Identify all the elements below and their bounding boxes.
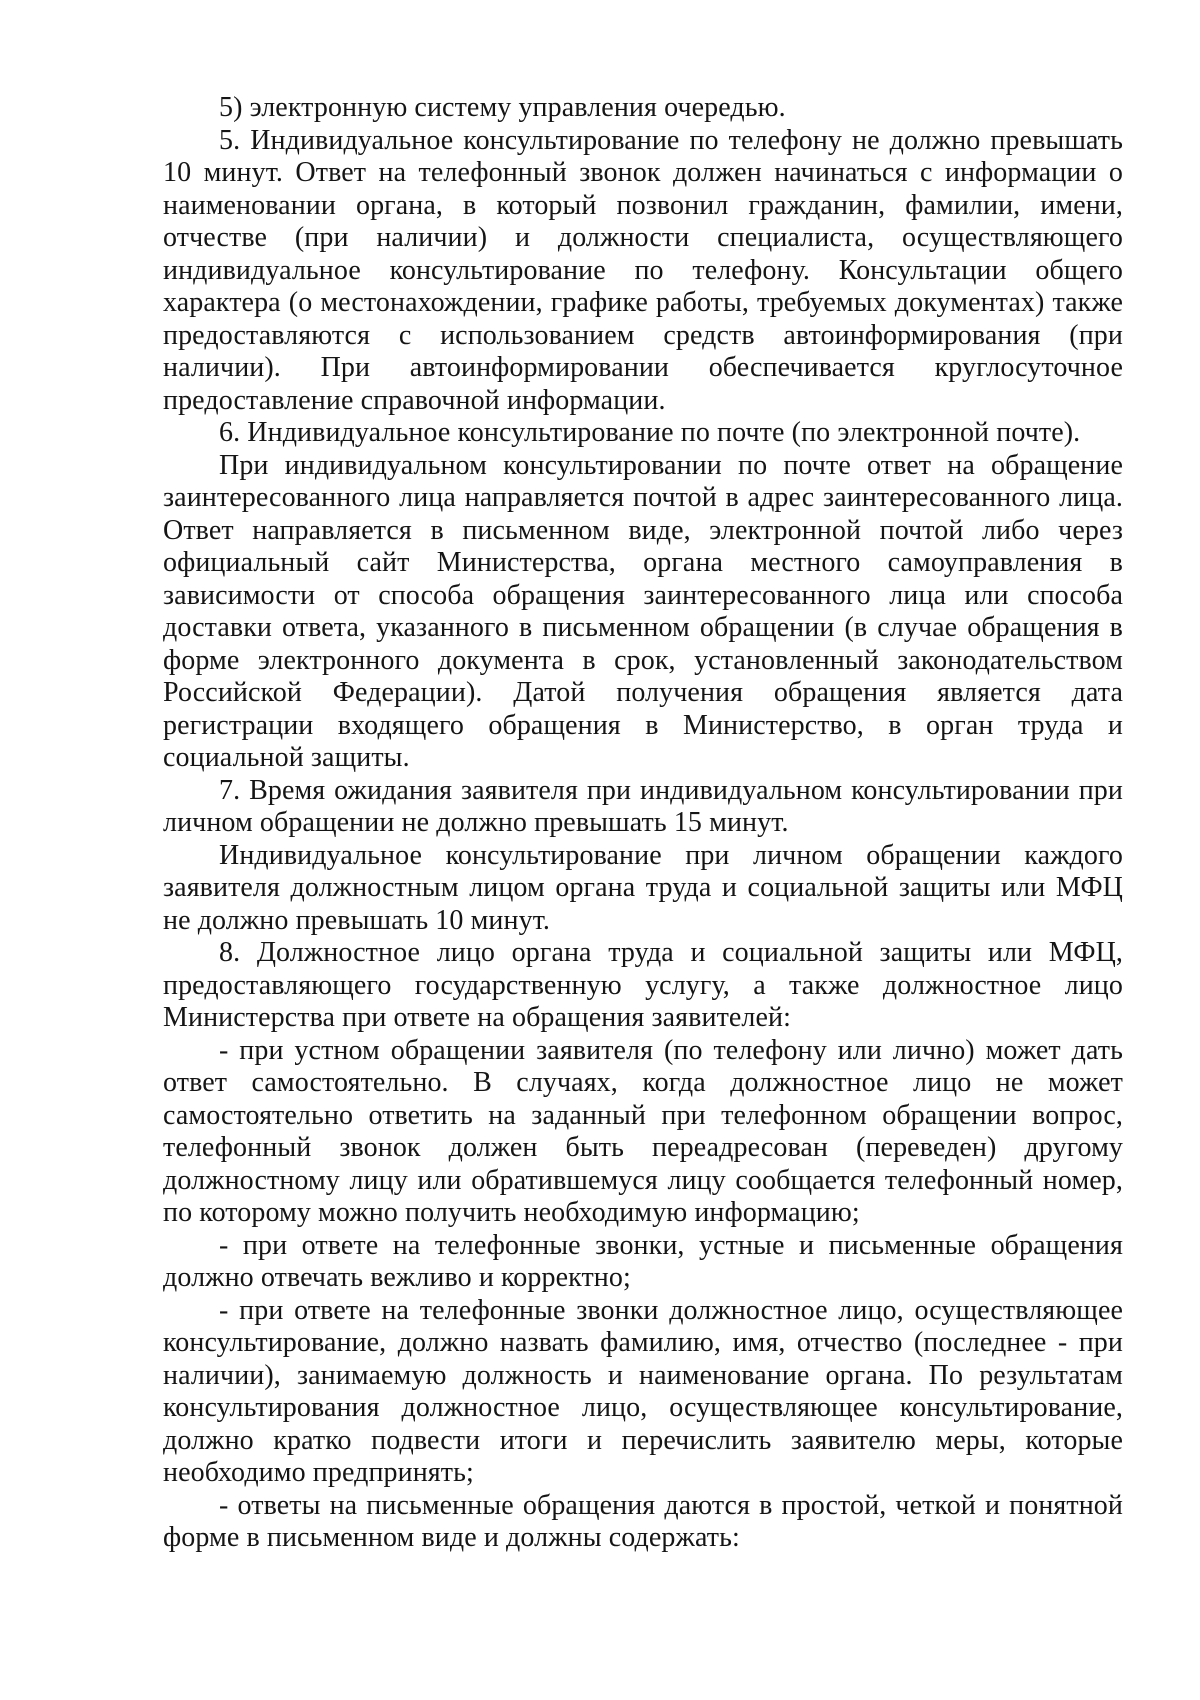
- paragraph-phone-answer: - при ответе на телефонные звонки должностное лицо, осуществляющее консультирование, должно назвать фамилию, имя, отчество (последнее - при наличии), занимаемую должность и наименование органа. По результатам консультирования должностное лицо, осуществляющее консультирование, должно кратко подвести итоги и перечислить заявителю меры, которые необходимо предпринять;: [163, 1294, 1123, 1488]
- paragraph-waiting-time: 7. Время ожидания заявителя при индивидуальном консультировании при личном обращении не должно превышать 15 минут.: [163, 774, 1123, 838]
- paragraph-phone-consulting: 5. Индивидуальное консультирование по телефону не должно превышать 10 минут. Ответ на телефонный звонок должен начинаться с информации о наименовании органа, в который позвонил гражданин, фамилии, имени, отчестве (при наличии) и должности специалиста, осуществляющего индивидуальное консультирование по телефону. Консультации общего характера (о местонахождении, графике работы, требуемых документах) также предоставляются с использованием средств автоинформирования (при наличии). При автоинформировании обеспечивается круглосуточное предоставление справочной информации.: [163, 124, 1123, 416]
- paragraph-written-answer: - ответы на письменные обращения даются в простой, четкой и понятной форме в письменном виде и должны содержать:: [163, 1489, 1123, 1553]
- paragraph-polite-answer: - при ответе на телефонные звонки, устные и письменные обращения должно отвечать вежливо и корректно;: [163, 1229, 1123, 1293]
- paragraph-personal-consulting: Индивидуальное консультирование при личном обращении каждого заявителя должностным лицом органа труда и социальной защиты или МФЦ не должно превышать 10 минут.: [163, 839, 1123, 936]
- paragraph-official-duties: 8. Должностное лицо органа труда и социальной защиты или МФЦ, предоставляющего государственную услугу, а также должностное лицо Министерства при ответе на обращения заявителей:: [163, 937, 1123, 1033]
- paragraph-oral-request: - при устном обращении заявителя (по телефону или лично) может дать ответ самостоятельно. В случаях, когда должностное лицо не может самостоятельно ответить на заданный при телефонном обращении вопрос, телефонный звонок должен быть переадресован (переведен) другому должностному лицу или обратившемуся лицу сообщается телефонный номер, по которому можно получить необходимую информацию;: [163, 1034, 1123, 1228]
- paragraph-mail-consulting: При индивидуальном консультировании по почте ответ на обращение заинтересованного лица направляется почтой в адрес заинтересованного лица. Ответ направляется в письменном виде, электронной почтой либо через официальный сайт Министерства, органа местного самоуправления в зависимости от способа обращения заинтересованного лица или способа доставки ответа, указанного в письменном обращении (в случае обращения в форме электронного документа в срок, установленный законодательством Российской Федерации). Датой получения обращения является дата регистрации входящего обращения в Министерство, в орган труда и социальной защиты.: [163, 449, 1123, 773]
- paragraph-queue-system: 5) электронную систему управления очередью.: [219, 92, 786, 123]
- paragraph-mail-consulting-heading: 6. Индивидуальное консультирование по почте (по электронной почте).: [219, 417, 1081, 448]
- document-body: [163, 92, 1123, 1555]
